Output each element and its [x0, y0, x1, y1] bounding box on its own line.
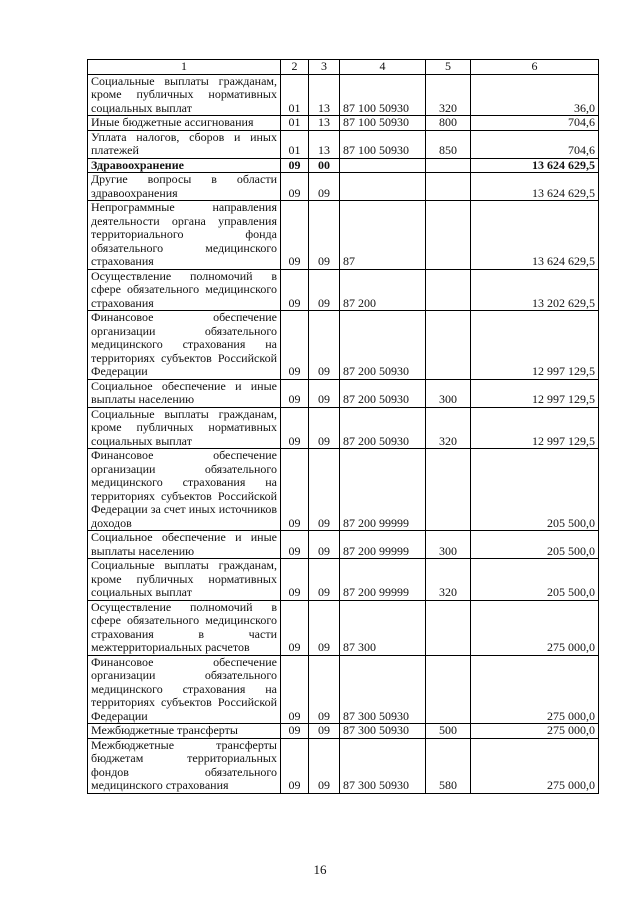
- table-row: [88, 738, 599, 793]
- row-name-cell: Осуществление полномочий в сфере обязательного медицинского страхования в части межтерриториальных расчетов: [88, 600, 281, 655]
- row-target-article-cell: 87 100 50930: [340, 130, 426, 158]
- row-section-cell: 09: [281, 311, 309, 380]
- table-row: [88, 74, 599, 116]
- row-target-article-cell: 87 300 50930: [340, 738, 426, 793]
- row-expense-type-cell: 300: [426, 531, 471, 559]
- row-expense-type-cell: 800: [426, 116, 471, 131]
- row-name-cell: Социальные выплаты гражданам, кроме публичных нормативных социальных выплат: [88, 559, 281, 601]
- header-cell-2: 2: [281, 60, 309, 75]
- row-expense-type-cell: [426, 158, 471, 173]
- row-subsection-cell: 13: [309, 74, 340, 116]
- row-target-article-cell: 87 200 99999: [340, 559, 426, 601]
- row-name-cell: Непрограммные направления деятельности органа управления территориального фонда обязательного медицинского страхования: [88, 201, 281, 270]
- row-subsection-cell: 09: [309, 201, 340, 270]
- table-row: [88, 311, 599, 380]
- table-row: [88, 201, 599, 270]
- budget-table-body: [88, 60, 599, 794]
- row-section-cell: 09: [281, 173, 309, 201]
- row-section-cell: 01: [281, 130, 309, 158]
- row-amount-cell: 704,6: [471, 130, 599, 158]
- table-row: [88, 173, 599, 201]
- row-subsection-cell: 09: [309, 559, 340, 601]
- row-name-cell: Финансовое обеспечение организации обязательного медицинского страхования на территориях субъектов Российской Федерации: [88, 311, 281, 380]
- row-section-cell: 09: [281, 201, 309, 270]
- row-subsection-cell: 09: [309, 173, 340, 201]
- row-name-cell: Социальные выплаты гражданам, кроме публичных нормативных социальных выплат: [88, 407, 281, 449]
- row-amount-cell: 275 000,0: [471, 724, 599, 739]
- row-expense-type-cell: [426, 173, 471, 201]
- row-name-cell: Социальное обеспечение и иные выплаты населению: [88, 379, 281, 407]
- row-expense-type-cell: [426, 311, 471, 380]
- row-expense-type-cell: 500: [426, 724, 471, 739]
- row-expense-type-cell: 580: [426, 738, 471, 793]
- table-row: [88, 269, 599, 311]
- row-amount-cell: 704,6: [471, 116, 599, 131]
- row-subsection-cell: 13: [309, 116, 340, 131]
- row-section-cell: 01: [281, 74, 309, 116]
- row-expense-type-cell: 320: [426, 407, 471, 449]
- row-amount-cell: 12 997 129,5: [471, 311, 599, 380]
- row-amount-cell: 12 997 129,5: [471, 379, 599, 407]
- row-subsection-cell: 09: [309, 738, 340, 793]
- row-amount-cell: 205 500,0: [471, 449, 599, 531]
- row-subsection-cell: 09: [309, 600, 340, 655]
- row-name-cell: Финансовое обеспечение организации обязательного медицинского страхования на территориях субъектов Российской Федерации: [88, 655, 281, 724]
- row-subsection-cell: 09: [309, 379, 340, 407]
- row-target-article-cell: 87 100 50930: [340, 74, 426, 116]
- table-row: [88, 559, 599, 601]
- table-row: [88, 130, 599, 158]
- row-amount-cell: 12 997 129,5: [471, 407, 599, 449]
- row-name-cell: Иные бюджетные ассигнования: [88, 116, 281, 131]
- row-section-cell: 09: [281, 738, 309, 793]
- row-subsection-cell: 09: [309, 724, 340, 739]
- row-name-cell: Межбюджетные трансферты бюджетам территориальных фондов обязательного медицинского страхования: [88, 738, 281, 793]
- row-section-cell: 09: [281, 158, 309, 173]
- header-cell-6: 6: [471, 60, 599, 75]
- row-expense-type-cell: 320: [426, 559, 471, 601]
- table-row: [88, 724, 599, 739]
- row-expense-type-cell: 850: [426, 130, 471, 158]
- row-target-article-cell: [340, 158, 426, 173]
- row-expense-type-cell: 300: [426, 379, 471, 407]
- row-name-cell: Осуществление полномочий в сфере обязательного медицинского страхования: [88, 269, 281, 311]
- row-section-cell: 09: [281, 600, 309, 655]
- row-section-cell: 09: [281, 379, 309, 407]
- row-section-cell: 09: [281, 559, 309, 601]
- table-row: [88, 449, 599, 531]
- row-subsection-cell: 00: [309, 158, 340, 173]
- row-name-cell: Социальные выплаты гражданам, кроме публичных нормативных социальных выплат: [88, 74, 281, 116]
- row-expense-type-cell: [426, 655, 471, 724]
- row-target-article-cell: [340, 173, 426, 201]
- row-expense-type-cell: [426, 600, 471, 655]
- row-subsection-cell: 09: [309, 311, 340, 380]
- row-section-cell: 09: [281, 531, 309, 559]
- header-cell-4: 4: [340, 60, 426, 75]
- row-section-cell: 09: [281, 724, 309, 739]
- row-target-article-cell: 87 200 50930: [340, 407, 426, 449]
- row-name-cell: Социальное обеспечение и иные выплаты населению: [88, 531, 281, 559]
- row-target-article-cell: 87 200 99999: [340, 449, 426, 531]
- row-target-article-cell: 87 200: [340, 269, 426, 311]
- row-name-cell: Здравоохранение: [88, 158, 281, 173]
- row-amount-cell: 205 500,0: [471, 531, 599, 559]
- row-amount-cell: 275 000,0: [471, 600, 599, 655]
- row-amount-cell: 13 202 629,5: [471, 269, 599, 311]
- row-subsection-cell: 13: [309, 130, 340, 158]
- header-cell-5: 5: [426, 60, 471, 75]
- row-name-cell: Другие вопросы в области здравоохранения: [88, 173, 281, 201]
- row-expense-type-cell: [426, 201, 471, 270]
- row-amount-cell: 13 624 629,5: [471, 173, 599, 201]
- row-amount-cell: 275 000,0: [471, 655, 599, 724]
- row-section-cell: 09: [281, 407, 309, 449]
- row-target-article-cell: 87 300 50930: [340, 724, 426, 739]
- row-amount-cell: 13 624 629,5: [471, 158, 599, 173]
- row-target-article-cell: 87 300: [340, 600, 426, 655]
- row-section-cell: 01: [281, 116, 309, 131]
- table-header-row: [88, 60, 599, 75]
- row-subsection-cell: 09: [309, 407, 340, 449]
- row-expense-type-cell: [426, 269, 471, 311]
- row-subsection-cell: 09: [309, 269, 340, 311]
- row-target-article-cell: 87 300 50930: [340, 655, 426, 724]
- row-section-cell: 09: [281, 655, 309, 724]
- row-subsection-cell: 09: [309, 531, 340, 559]
- row-target-article-cell: 87 200 99999: [340, 531, 426, 559]
- row-target-article-cell: 87 200 50930: [340, 379, 426, 407]
- table-row: [88, 158, 599, 173]
- row-target-article-cell: 87 200 50930: [340, 311, 426, 380]
- row-expense-type-cell: [426, 449, 471, 531]
- row-name-cell: Финансовое обеспечение организации обязательного медицинского страхования на территориях субъектов Российской Федерации за счет иных источников доходов: [88, 449, 281, 531]
- row-subsection-cell: 09: [309, 449, 340, 531]
- row-name-cell: Межбюджетные трансферты: [88, 724, 281, 739]
- row-amount-cell: 205 500,0: [471, 559, 599, 601]
- table-row: [88, 116, 599, 131]
- row-section-cell: 09: [281, 269, 309, 311]
- row-target-article-cell: 87: [340, 201, 426, 270]
- header-cell-3: 3: [309, 60, 340, 75]
- row-amount-cell: 275 000,0: [471, 738, 599, 793]
- row-expense-type-cell: 320: [426, 74, 471, 116]
- row-amount-cell: 13 624 629,5: [471, 201, 599, 270]
- row-name-cell: Уплата налогов, сборов и иных платежей: [88, 130, 281, 158]
- budget-table: [87, 59, 599, 794]
- row-section-cell: 09: [281, 449, 309, 531]
- row-target-article-cell: 87 100 50930: [340, 116, 426, 131]
- header-cell-1: 1: [88, 60, 281, 75]
- page-number: 16: [313, 862, 327, 877]
- table-row: [88, 531, 599, 559]
- table-row: [88, 407, 599, 449]
- row-amount-cell: 36,0: [471, 74, 599, 116]
- table-row: [88, 379, 599, 407]
- row-subsection-cell: 09: [309, 655, 340, 724]
- table-row: [88, 655, 599, 724]
- table-row: [88, 600, 599, 655]
